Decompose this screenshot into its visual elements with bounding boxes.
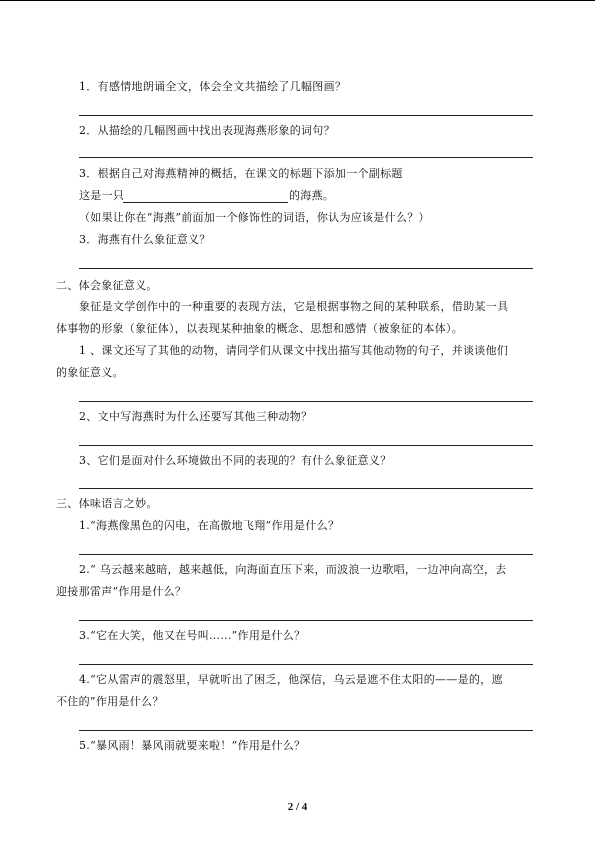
- answer-line-p2q2[interactable]: [79, 445, 533, 446]
- answer-line-p1q1[interactable]: [79, 115, 533, 116]
- answer-line-p3q4[interactable]: [79, 730, 533, 731]
- part3-question-3: 3.“它在大笑，他又在号叫……”作用是什么？: [79, 629, 306, 642]
- answer-line-p2q3[interactable]: [79, 488, 533, 489]
- answer-line-p1q4[interactable]: [79, 268, 533, 269]
- part3-heading: 三、体味语言之妙。: [56, 497, 158, 510]
- part2-question-2: 2、文中写海燕时为什么还要写其他三种动物？: [79, 410, 313, 423]
- part1-question-3-note: （如果让你在“海燕”前面加一个修饰性的词语，你认为应该是什么？）: [79, 211, 430, 224]
- subtitle-fill-suffix: 的海燕。: [289, 189, 335, 202]
- part3-question-4-line1: 4.“它从雷声的震怒里，早就听出了困乏，他深信，乌云是遮不住太阳的——是的，遮: [79, 673, 503, 686]
- part2-heading: 二、体会象征意义。: [56, 279, 158, 292]
- part3-question-4-line2: 不住的”作用是什么？: [56, 695, 164, 708]
- part1-question-4: 3．海燕有什么象征意义？: [79, 233, 211, 246]
- answer-line-p3q2[interactable]: [79, 620, 533, 621]
- part1-question-2: 2．从描绘的几幅图画中找出表现海燕形象的词句？: [79, 124, 335, 137]
- answer-line-p2q1[interactable]: [79, 401, 533, 402]
- answer-line-p3q3[interactable]: [79, 664, 533, 665]
- subtitle-fill-blank[interactable]: [123, 202, 288, 203]
- part2-question-3: 3、它们是面对什么环境做出不同的表现的？有什么象征意义？: [79, 454, 392, 467]
- part2-question-1-line2: 的象征意义。: [56, 366, 124, 379]
- answer-line-p1q2[interactable]: [79, 157, 533, 158]
- part3-question-5: 5.“暴风雨！暴风雨就要来啦！”作用是什么？: [79, 739, 306, 752]
- answer-line-p3q1[interactable]: [79, 554, 533, 555]
- subtitle-fill-prefix: 这是一只: [79, 189, 125, 202]
- part2-paragraph-line2: 体事物的形象（象征体），以表现某种抽象的概念、思想和感情（被象征的本体）。: [56, 322, 464, 335]
- part3-question-2-line2: 迎接那雷声”作用是什么？: [56, 585, 187, 598]
- page-top-border: [0, 0, 595, 1]
- part1-question-1: 1．有感情地朗诵全文，体会全文共描绘了几幅图画？: [79, 80, 347, 93]
- part1-question-3: 3．根据自己对海燕精神的概括，在课文的标题下添加一个副标题: [79, 167, 403, 180]
- part3-question-1: 1.“海燕像黑色的闪电，在高傲地飞翔”作用是什么？: [79, 519, 340, 532]
- part3-question-2-line1: 2.“ 乌云越来越暗，越来越低，向海面直压下来，而波浪一边歌唱，一边冲向高空，去: [79, 563, 507, 576]
- page-number: 2 / 4: [287, 801, 308, 813]
- part2-question-1-line1: 1 、课文还写了其他的动物，请同学们从课文中找出描写其他动物的句子，并谈谈他们: [79, 344, 509, 357]
- part2-paragraph-line1: 象征是文学创作中的一种重要的表现方法，它是根据事物之间的某种联系，借助某一具: [79, 300, 509, 313]
